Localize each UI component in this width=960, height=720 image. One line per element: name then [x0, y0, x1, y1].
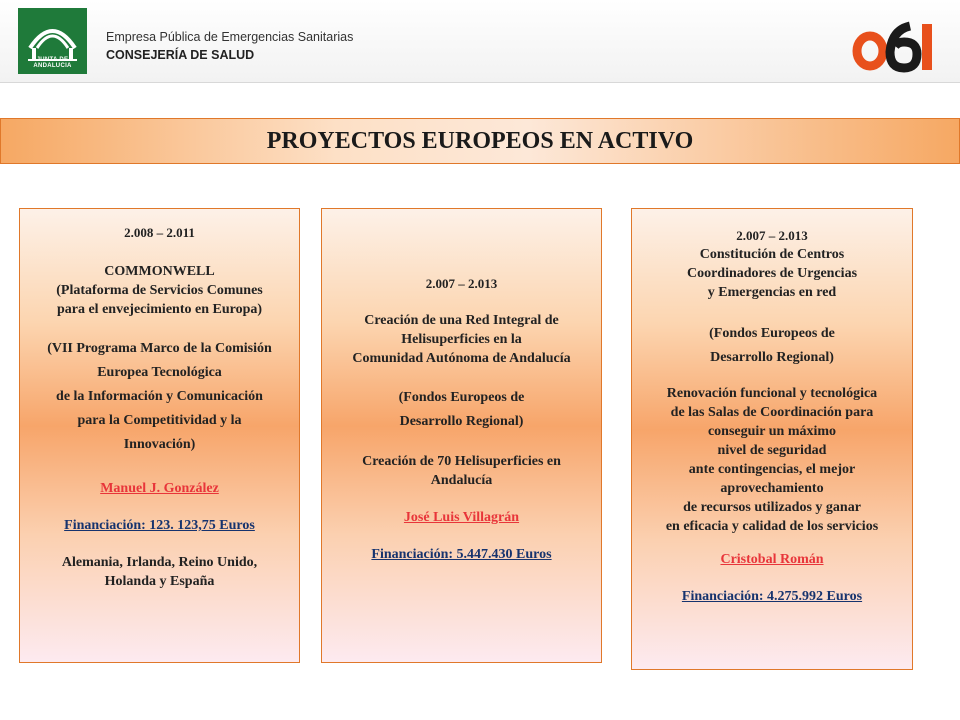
project-desc-line: y Emergencias en red — [707, 285, 837, 300]
project-goal-line: Creación de 70 Helisuperficies en — [362, 454, 561, 469]
project-goal-line: de las Salas de Coordinación para — [670, 405, 874, 420]
junta-de-andalucia-logo — [18, 8, 87, 74]
project-desc-line: Coordinadores de Urgencias — [686, 266, 858, 281]
project-countries-line: Alemania, Irlanda, Reino Unido, — [61, 555, 258, 570]
project-countries-line: Holanda y España — [104, 574, 215, 589]
page-title: PROYECTOS EUROPEOS EN ACTIVO — [266, 127, 694, 154]
project-financing: Financiación: 4.275.992 Euros — [681, 589, 863, 604]
project-funding-line: Desarrollo Regional) — [399, 414, 524, 429]
project-goal-line: en eficacia y calidad de los servicios — [665, 519, 879, 534]
project-goal-line: Renovación funcional y tecnológica — [666, 386, 878, 401]
project-card-commonwell — [19, 208, 300, 663]
project-funding-line: Innovación) — [123, 437, 196, 452]
project-financing: Financiación: 5.447.430 Euros — [371, 547, 552, 562]
project-financing: Financiación: 123. 123,75 Euros — [64, 518, 255, 533]
project-funding-line: (Fondos Europeos de — [709, 326, 835, 341]
project-funding-line: de la Información y Comunicación — [56, 389, 263, 404]
project-desc-line: Comunidad Autónoma de Andalucía — [352, 351, 571, 366]
project-contact-link[interactable]: Manuel J. González — [100, 481, 219, 496]
project-period: 2.007 – 2.013 — [425, 276, 498, 291]
page-title-bar — [0, 118, 960, 164]
project-goal-line: ante contingencias, el mejor — [688, 462, 856, 477]
project-contact-link[interactable]: José Luis Villagrán — [403, 510, 520, 525]
project-name: COMMONWELL — [104, 264, 215, 279]
logo-ja-text: JUNTA DE ANDALUCIA — [33, 57, 72, 69]
project-funding-line: (Fondos Europeos de — [398, 390, 525, 405]
project-funding-line: Desarrollo Regional) — [710, 350, 834, 365]
project-period: 2.007 – 2.013 — [736, 228, 808, 243]
project-contact-link[interactable]: Cristobal Román — [720, 552, 824, 567]
project-card-helisuperficies — [321, 208, 602, 663]
project-goal-line: Andalucía — [430, 473, 493, 488]
project-goal-line: conseguir un máximo — [707, 424, 837, 439]
org-department: CONSEJERÍA DE SALUD — [106, 48, 255, 62]
header — [0, 0, 960, 83]
project-desc-line: Constitución de Centros — [699, 247, 845, 262]
project-goal-line: de recursos utilizados y ganar — [683, 500, 861, 515]
project-funding-line: para la Competitividad y la — [77, 413, 242, 428]
061-logo-text: 061 — [852, 18, 854, 19]
project-desc-line: para el envejecimiento en Europa) — [56, 302, 263, 317]
project-desc-line: Creación de una Red Integral de — [364, 313, 559, 328]
project-funding-line: (VII Programa Marco de la Comisión — [47, 341, 272, 356]
project-funding-line: Europea Tecnológica — [97, 365, 222, 380]
org-name: Empresa Pública de Emergencias Sanitarias — [106, 30, 354, 44]
project-period: 2.008 – 2.011 — [124, 225, 195, 240]
061-logo-graphic — [857, 24, 932, 70]
project-card-centros-coordinadores — [631, 208, 913, 670]
project-desc-line: Helisuperficies en la — [401, 332, 522, 347]
project-goal-line: nivel de seguridad — [717, 443, 827, 458]
project-desc-line: (Plataforma de Servicios Comunes — [56, 283, 263, 298]
061-logo — [852, 18, 938, 76]
project-goal-line: aprovechamiento — [720, 481, 824, 496]
